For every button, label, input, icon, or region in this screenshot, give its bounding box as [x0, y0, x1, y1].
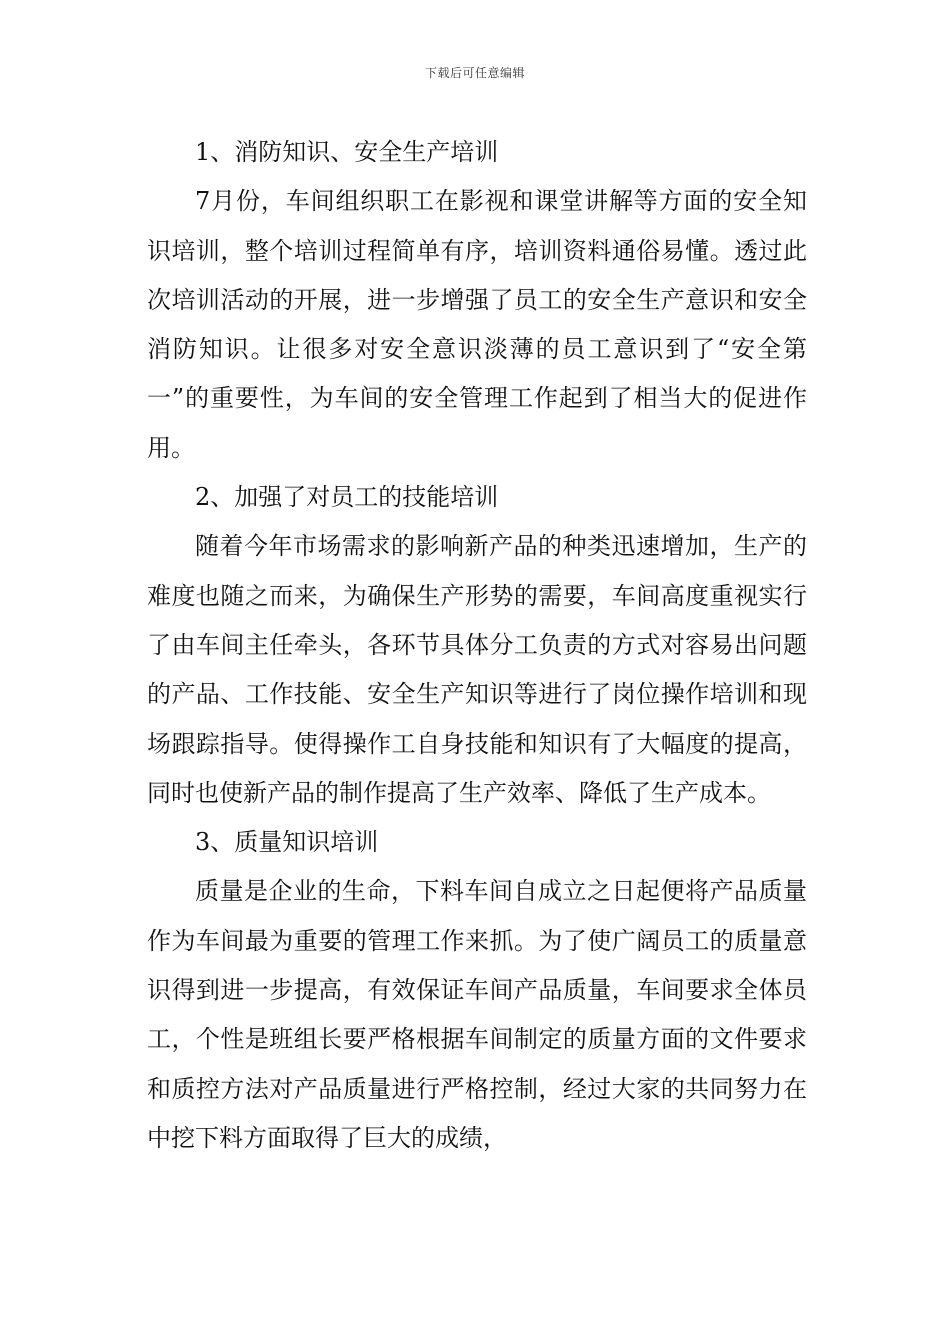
paragraph-1: 7月份，车间组织职工在影视和课堂讲解等方面的安全知识培训，整个培训过程简单有序，培训资料通俗易懂。透过此次培训活动的开展，进一步增强了员工的安全生产意识和安全消防知识。让很多对安全意识淡薄的员工意识到了“安全第一”的重要性，为车间的安全管理工作起到了相当大的促进作用。	[147, 187, 807, 462]
section-heading-1: 1、消防知识、安全生产培训	[195, 138, 499, 166]
page-header: 下载后可任意编辑	[424, 66, 525, 80]
section-heading-2: 2、加强了对员工的技能培训	[195, 483, 499, 512]
paragraph-2: 随着今年市场需求的影响新产品的种类迅速增加，生产的难度也随之而来，为确保生产形势的需要，车间高度重视实行了由车间主任牵头，各环节具体分工负责的方式对容易出问题的产品、工作技能、安全生产知识等进行了岗位操作培训和现场跟踪指导。使得操作工自身技能和知识有了大幅度的提高，同时也使新产品的制作提高了生产效率、降低了生产成本。	[147, 532, 807, 807]
document-body	[147, 128, 807, 1163]
section-heading-3: 3、质量知识培训	[195, 828, 379, 857]
paragraph-3: 质量是企业的生命，下料车间自成立之日起便将产品质量作为车间最为重要的管理工作来抓。为了使广阔员工的质量意识得到进一步提高，有效保证车间产品质量，车间要求全体员工，个性是班组长要严格根据车间制定的质量方面的文件要求和质控方法对产品质量进行严格控制，经过大家的共同努力在中挖下料方面取得了巨大的成绩，	[147, 877, 807, 1152]
